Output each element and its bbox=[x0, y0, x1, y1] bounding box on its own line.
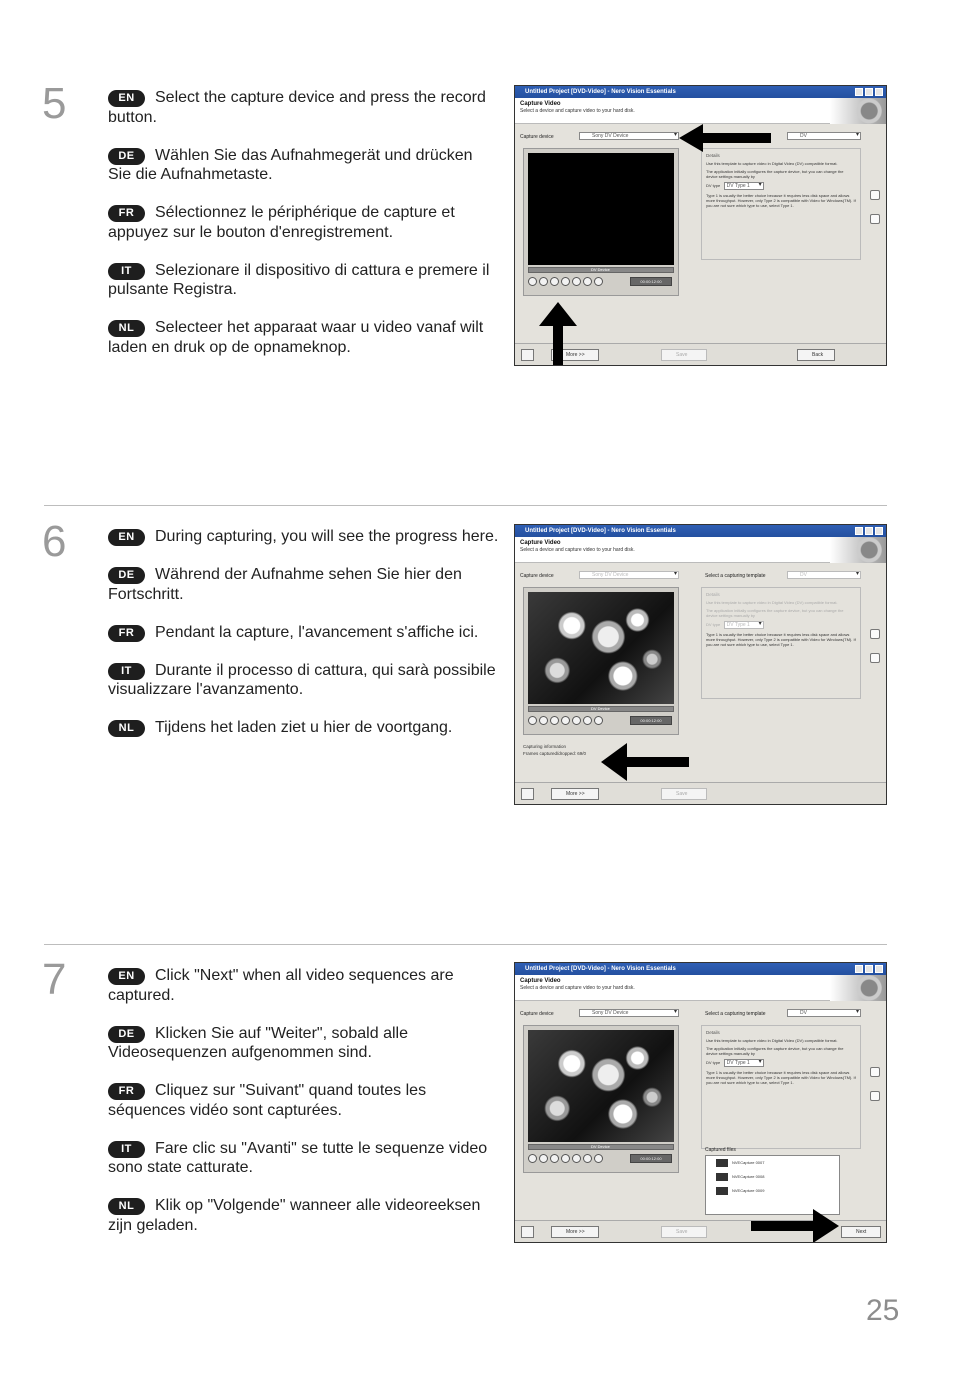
stop-icon[interactable] bbox=[539, 1154, 548, 1163]
instruction-de: DE Klicken Sie auf "Weiter", sobald alle Videosequenzen aufgenommen sind. bbox=[108, 1024, 408, 1061]
lang-badge: NL bbox=[108, 720, 145, 737]
instruction-nl: NL Selecteer het apparaat waar u video vanaf wilt laden en druk op de opnameknop. bbox=[108, 319, 484, 356]
maximize-icon[interactable] bbox=[865, 88, 873, 96]
settings-icon[interactable] bbox=[594, 1154, 603, 1163]
step-number: 7 bbox=[42, 955, 67, 1004]
save-button[interactable]: Save bbox=[661, 788, 707, 800]
capture-device-label: Capture device bbox=[520, 573, 554, 579]
capture-device-label: Capture device bbox=[520, 1011, 554, 1017]
instruction-nl: NL Klik op "Volgende" wanneer alle videoreeksen zijn geladen. bbox=[108, 1197, 481, 1234]
timecode: 00:00:12:00 bbox=[630, 716, 672, 725]
capture-device-label: Capture device bbox=[520, 134, 554, 140]
video-file-icon bbox=[716, 1187, 728, 1195]
stop-icon[interactable] bbox=[539, 277, 548, 286]
lang-badge: EN bbox=[108, 968, 145, 985]
lang-badge: NL bbox=[108, 1198, 145, 1215]
minimize-icon[interactable] bbox=[855, 965, 863, 973]
dv-device-bar: DV Device bbox=[528, 267, 674, 273]
screenshot-step-6 bbox=[514, 524, 887, 805]
arrow-to-progress bbox=[601, 743, 689, 781]
list-item[interactable]: NVECapture 0008 bbox=[706, 1172, 839, 1184]
video-file-icon bbox=[716, 1173, 728, 1181]
lang-badge: IT bbox=[108, 663, 145, 680]
arrow-to-device-select bbox=[679, 124, 771, 152]
header-flower-image bbox=[830, 975, 886, 1001]
minimize-icon[interactable] bbox=[855, 527, 863, 535]
window-titlebar: Untitled Project [DVD-Video] - Nero Vision Essentials bbox=[515, 963, 886, 975]
monitor-icon[interactable] bbox=[870, 190, 880, 200]
arrow-to-next-button bbox=[751, 1209, 839, 1243]
instruction-it: IT Durante il processo di cattura, qui sarà possibile visualizzare l'avanzamento. bbox=[108, 661, 496, 698]
back-button[interactable]: Back bbox=[797, 349, 835, 361]
page-number: 25 bbox=[866, 1294, 900, 1327]
template-select[interactable]: DV ▾ bbox=[787, 1009, 861, 1017]
save-button[interactable]: Save bbox=[661, 1226, 707, 1238]
record-icon[interactable] bbox=[528, 277, 537, 286]
template-select[interactable]: DV ▾ bbox=[787, 571, 861, 579]
window-header: Capture Video Select a device and capture video to your hard disk. bbox=[515, 975, 886, 1001]
bottom-bar bbox=[515, 782, 886, 804]
screenshot-step-5 bbox=[514, 85, 887, 366]
window-titlebar: Untitled Project [DVD-Video] - Nero Vision Essentials bbox=[515, 525, 886, 537]
help-icon[interactable] bbox=[521, 788, 534, 800]
timecode: 00:00:12:00 bbox=[630, 1154, 672, 1163]
instruction-nl: NL Tijdens het laden ziet u hier de voortgang. bbox=[108, 718, 500, 738]
capturing-information: Capturing information Frames captured/dropped: 69/0 bbox=[523, 744, 587, 756]
side-icons bbox=[870, 629, 880, 677]
capture-device-select[interactable]: Sony DV Device ▾ bbox=[579, 571, 679, 579]
instruction-en: EN Click "Next" when all video sequences are captured. bbox=[108, 967, 454, 1004]
help-icon[interactable] bbox=[521, 1226, 534, 1238]
window-controls bbox=[855, 965, 883, 973]
record-icon[interactable] bbox=[528, 716, 537, 725]
forward-icon[interactable] bbox=[572, 1154, 581, 1163]
next-button[interactable]: Next bbox=[841, 1226, 881, 1238]
preview-frame bbox=[523, 1025, 679, 1173]
save-button[interactable]: Save bbox=[661, 349, 707, 361]
play-icon[interactable] bbox=[561, 277, 570, 286]
more-button[interactable]: More >> bbox=[551, 788, 599, 800]
step-number: 6 bbox=[42, 517, 67, 566]
divider bbox=[44, 944, 887, 945]
instruction-fr: FR Sélectionnez le périphérique de capture et appuyez sur le bouton d'enregistrement. bbox=[108, 204, 455, 241]
instruction-it: IT Selezionare il dispositivo di cattura e premere il pulsante Registra. bbox=[108, 261, 490, 298]
snapshot-icon[interactable] bbox=[583, 716, 592, 725]
dv-type-select[interactable]: DV Type 1 ▾ bbox=[724, 1059, 764, 1067]
divider bbox=[44, 505, 887, 506]
preview-frame bbox=[523, 587, 679, 735]
rewind-icon[interactable] bbox=[550, 716, 559, 725]
list-item[interactable]: NVECapture 0007 bbox=[706, 1158, 839, 1170]
capture-device-select[interactable]: Sony DV Device ▾ bbox=[579, 132, 679, 140]
lang-badge: NL bbox=[108, 320, 145, 337]
instruction-it: IT Fare clic su "Avanti" se tutte le sequenze video sono state catturate. bbox=[108, 1139, 488, 1176]
template-select[interactable]: DV ▾ bbox=[787, 132, 861, 140]
lang-badge: FR bbox=[108, 205, 145, 222]
close-icon[interactable] bbox=[875, 88, 883, 96]
video-file-icon bbox=[716, 1159, 728, 1167]
window-header: Capture Video Select a device and capture video to your hard disk. bbox=[515, 98, 886, 124]
video-preview bbox=[528, 1030, 674, 1142]
lang-badge: DE bbox=[108, 1026, 145, 1043]
close-icon[interactable] bbox=[875, 527, 883, 535]
lang-badge: FR bbox=[108, 625, 145, 642]
instruction-en: EN Select the capture device and press the record button. bbox=[108, 89, 486, 126]
play-icon[interactable] bbox=[561, 716, 570, 725]
instruction-de: DE Wählen Sie das Aufnahmegerät und drücken Sie die Aufnahmetaste. bbox=[108, 146, 473, 183]
details-panel: Details Use this template to capture video in Digital Video (DV) compatible format. The application initially configures the capture device, but you can change the device settings manually by DV type DV Type 1 ▾ Type 1 is usually the better choice because it requires less disk space and allows more throughput. However, only Type 2 is compatible with Video for Windows(TM). If you are not sure which type to use, select Type 1. bbox=[701, 1025, 861, 1149]
template-label: Select a capturing template bbox=[705, 573, 766, 579]
side-icons bbox=[870, 1067, 880, 1115]
video-preview bbox=[528, 592, 674, 704]
lang-badge: DE bbox=[108, 148, 145, 165]
maximize-icon[interactable] bbox=[865, 527, 873, 535]
help-icon[interactable] bbox=[521, 349, 534, 361]
template-label: Select a capturing template bbox=[705, 1011, 766, 1017]
instruction-en: EN During capturing, you will see the progress here. bbox=[108, 527, 500, 547]
dv-device-bar: DV Device bbox=[528, 1144, 674, 1150]
list-item[interactable]: NVECapture 0009 bbox=[706, 1186, 839, 1198]
video-preview bbox=[528, 153, 674, 265]
instructions bbox=[108, 88, 500, 376]
monitor-icon[interactable] bbox=[870, 629, 880, 639]
window-controls bbox=[855, 527, 883, 535]
forward-icon[interactable] bbox=[572, 716, 581, 725]
capture-controls bbox=[528, 1154, 603, 1163]
screenshot-step-7 bbox=[514, 962, 887, 1243]
lang-badge: FR bbox=[108, 1083, 145, 1100]
instructions bbox=[108, 527, 500, 756]
stop-icon[interactable] bbox=[539, 716, 548, 725]
instructions bbox=[108, 966, 500, 1254]
dv-device-bar: DV Device bbox=[528, 706, 674, 712]
capture-device-select[interactable]: Sony DV Device ▾ bbox=[579, 1009, 679, 1017]
capture-controls bbox=[528, 277, 603, 286]
monitor-icon[interactable] bbox=[870, 1067, 880, 1077]
settings-icon[interactable] bbox=[594, 277, 603, 286]
lang-badge: IT bbox=[108, 1141, 145, 1158]
capture-controls bbox=[528, 716, 603, 725]
lang-badge: IT bbox=[108, 263, 145, 280]
minimize-icon[interactable] bbox=[855, 88, 863, 96]
lang-badge: EN bbox=[108, 90, 145, 107]
record-icon[interactable] bbox=[528, 1154, 537, 1163]
snapshot-icon[interactable] bbox=[583, 277, 592, 286]
captured-files-list[interactable] bbox=[705, 1155, 840, 1215]
dv-type-select[interactable]: DV Type 1 ▾ bbox=[724, 621, 764, 629]
side-icons bbox=[870, 190, 880, 238]
window-titlebar: Untitled Project [DVD-Video] - Nero Vision Essentials bbox=[515, 86, 886, 98]
forward-icon[interactable] bbox=[572, 277, 581, 286]
maximize-icon[interactable] bbox=[865, 965, 873, 973]
more-button[interactable]: More >> bbox=[551, 349, 599, 361]
details-panel: Details Use this template to capture video in Digital Video (DV) compatible format. The application initially configures the capture device, but you can change the device settings manually by DV type DV Type 1 ▾ Type 1 is usually the better choice because it requires less disk space and allows more throughput. However, only Type 2 is compatible with Video for Windows(TM). If you are not sure which type to use, select Type 1. bbox=[701, 587, 861, 699]
header-flower-image bbox=[830, 98, 886, 124]
header-flower-image bbox=[830, 537, 886, 563]
instruction-fr: FR Pendant la capture, l'avancement s'affiche ici. bbox=[108, 623, 500, 643]
settings-icon[interactable] bbox=[594, 716, 603, 725]
close-icon[interactable] bbox=[875, 965, 883, 973]
window-header: Capture Video Select a device and capture video to your hard disk. bbox=[515, 537, 886, 563]
rewind-icon[interactable] bbox=[550, 1154, 559, 1163]
details-panel: Details Use this template to capture video in Digital Video (DV) compatible format. The application initially configures the capture device, but you can change the device settings manually by DV type DV Type 1 ▾ Type 1 is usually the better choice because it requires less disk space and allows more throughput. However, only Type 2 is compatible with Video for Windows(TM). If you are not sure which type to use, select Type 1. bbox=[701, 148, 861, 260]
captured-files-label: Captured files bbox=[705, 1147, 736, 1153]
lang-badge: DE bbox=[108, 567, 145, 584]
broom-icon[interactable] bbox=[870, 1091, 880, 1101]
arrow-to-record-button bbox=[539, 302, 577, 366]
lang-badge: EN bbox=[108, 529, 145, 546]
play-icon[interactable] bbox=[561, 1154, 570, 1163]
dv-type-select[interactable]: DV Type 1 ▾ bbox=[724, 182, 764, 190]
snapshot-icon[interactable] bbox=[583, 1154, 592, 1163]
rewind-icon[interactable] bbox=[550, 277, 559, 286]
instruction-fr: FR Cliquez sur "Suivant" quand toutes les séquences vidéo sont capturées. bbox=[108, 1082, 427, 1119]
preview-frame bbox=[523, 148, 679, 296]
broom-icon[interactable] bbox=[870, 214, 880, 224]
step-number: 5 bbox=[42, 79, 67, 128]
window-controls bbox=[855, 88, 883, 96]
timecode: 00:00:12:00 bbox=[630, 277, 672, 286]
broom-icon[interactable] bbox=[870, 653, 880, 663]
more-button[interactable]: More >> bbox=[551, 1226, 599, 1238]
instruction-de: DE Während der Aufnahme sehen Sie hier den Fortschritt. bbox=[108, 566, 462, 603]
